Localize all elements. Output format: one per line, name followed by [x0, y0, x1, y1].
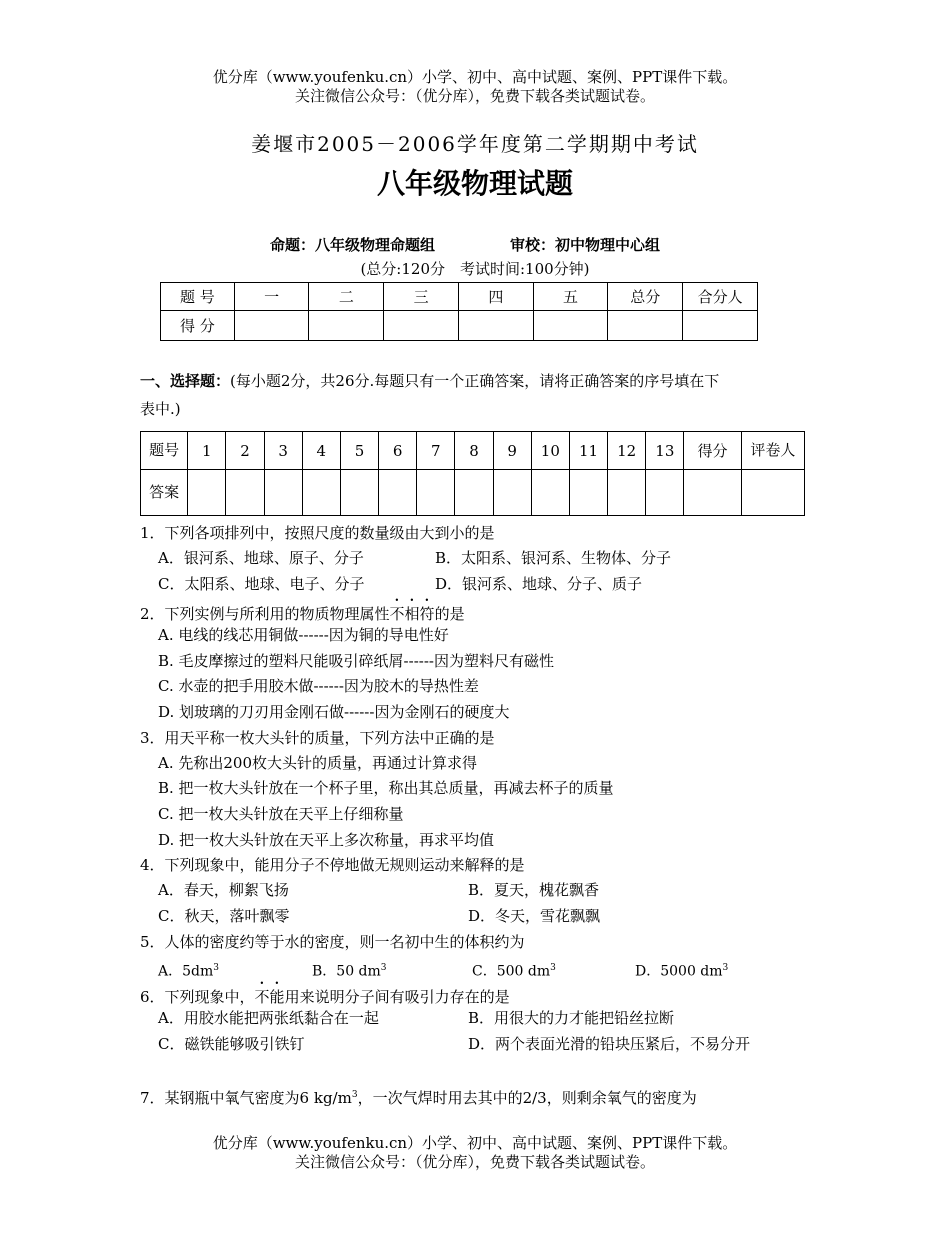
answer-col: 13 [646, 432, 684, 470]
q2-stem-post: 的是 [434, 605, 465, 623]
subject-title: 八年级物理试题 [376, 167, 573, 200]
score-col: 合分人 [683, 283, 758, 311]
q3-option-b: B. 把一枚大头针放在一个杯子里，称出其总质量，再减去杯子的质量 [158, 779, 614, 797]
score-col: 四 [458, 283, 533, 311]
q5-stem: 5．人体的密度约等于水的密度，则一名初中生的体积约为 [140, 933, 525, 951]
q3-option-a: A. 先称出200枚大头针的质量，再通过计算求得 [158, 754, 478, 772]
answer-score-label: 得分 [684, 432, 741, 470]
header-line-2: 关注微信公众号：（优分库），免费下载各类试题试卷。 [294, 87, 655, 105]
q1-stem: 1．下列各项排列中，按照尺度的数量级由大到小的是 [140, 524, 495, 542]
score-cell[interactable] [458, 311, 533, 341]
score-cell[interactable] [533, 311, 608, 341]
section-1-desc: (每小题2分，共26分.每题只有一个正确答案，请将正确答案的序号填在下 [230, 372, 720, 390]
section-1-title: 一、选择题： [140, 372, 231, 390]
q1-option-b: B．太阳系、银河系、生物体、分子 [435, 549, 672, 567]
answer-col: 8 [455, 432, 493, 470]
answer-col: 5 [340, 432, 378, 470]
q6-stem-emph: 不能 [254, 988, 285, 1006]
q3-stem: 3．用天平称一枚大头针的质量，下列方法中正确的是 [140, 729, 495, 747]
answer-cell[interactable] [493, 470, 531, 516]
answer-cell[interactable] [302, 470, 340, 516]
q7-stem: 7．某钢瓶中氧气密度为6 $kg/m^3$，一次气焊时用去其中的2/3，则剩余氧气的密度为 [140, 1089, 697, 1107]
q2-option-c: C. 水壶的把手用胶木做------因为胶木的导热性差 [158, 677, 479, 695]
score-cell[interactable] [384, 311, 459, 341]
answer-cell[interactable] [646, 470, 684, 516]
q6-stem-pre: 6．下列现象中， [140, 988, 255, 1006]
answer-cell[interactable] [417, 470, 455, 516]
q2-option-d: D. 划玻璃的刀刃用金刚石做------因为金刚石的硬度大 [158, 703, 510, 721]
answer-col: 6 [379, 432, 417, 470]
score-row-label: 得 分 [161, 311, 235, 341]
score-col: 二 [309, 283, 384, 311]
answer-row-label: 答案 [141, 470, 188, 516]
q2-option-b: B. 毛皮摩擦过的塑料尺能吸引碎纸屑------因为塑料尺有磁性 [158, 652, 554, 670]
reviewer-line: 审校：初中物理中心组 [510, 236, 661, 254]
q5-option-b: B．50 $dm^3$ [312, 963, 387, 980]
q4-option-b: B．夏天，槐花飘香 [468, 881, 600, 899]
answer-col: 11 [569, 432, 607, 470]
score-cell[interactable] [234, 311, 309, 341]
q6-option-c: C．磁铁能够吸引铁钉 [158, 1035, 305, 1053]
q2-option-a: A. 电线的线芯用铜做------因为铜的导电性好 [158, 626, 449, 644]
score-cell[interactable] [683, 311, 758, 341]
footer-line-1: 优分库（www.youfenku.cn）小学、初中、高中试题、案例、PPT课件下载。 [212, 1134, 738, 1152]
answer-cell[interactable] [340, 470, 378, 516]
header-line-1: 优分库（www.youfenku.cn）小学、初中、高中试题、案例、PPT课件下载。 [212, 68, 738, 86]
answer-cell[interactable] [741, 470, 804, 516]
answer-col: 9 [493, 432, 531, 470]
score-cell[interactable] [309, 311, 384, 341]
answer-cell[interactable] [684, 470, 741, 516]
answer-grader-label: 评卷人 [741, 432, 804, 470]
score-row-label: 题 号 [161, 283, 235, 311]
score-col: 总分 [608, 283, 683, 311]
q3-option-d: D. 把一枚大头针放在天平上多次称量，再求平均值 [158, 831, 495, 849]
q1-option-a: A．银河系、地球、原子、分子 [158, 549, 364, 567]
q4-option-c: C．秋天，落叶飘零 [158, 907, 290, 925]
answer-row-label: 题号 [141, 432, 188, 470]
answer-cell[interactable] [608, 470, 646, 516]
score-col: 一 [234, 283, 309, 311]
answer-cell[interactable] [188, 470, 226, 516]
section-1-desc-2: 表中.) [140, 400, 181, 418]
score-col: 三 [384, 283, 459, 311]
answer-cell[interactable] [226, 470, 264, 516]
answer-cell[interactable] [455, 470, 493, 516]
q5-option-a: A．$5dm^3$ [158, 963, 219, 980]
q5-option-c: C．500 $dm^3$ [472, 963, 556, 980]
score-cell[interactable] [608, 311, 683, 341]
answer-col: 3 [264, 432, 302, 470]
answer-col: 10 [531, 432, 569, 470]
section-1-heading [140, 370, 719, 391]
score-col: 五 [533, 283, 608, 311]
q6-option-b: B．用很大的力才能把铅丝拉断 [468, 1009, 675, 1027]
answer-cell[interactable] [569, 470, 607, 516]
q6-option-d: D．两个表面光滑的铅块压紧后，不易分开 [468, 1035, 751, 1053]
q1-option-d: D．银河系、地球、分子、质子 [435, 575, 643, 593]
answer-col: 2 [226, 432, 264, 470]
q2-stem-pre: 2．下列实例与所利用的物质物理属性 [140, 605, 390, 623]
q4-option-a: A．春天，柳絮飞扬 [158, 881, 289, 899]
footer-line-2: 关注微信公众号：（优分库），免费下载各类试题试卷。 [294, 1153, 655, 1171]
answer-col: 4 [302, 432, 340, 470]
answer-cell[interactable] [531, 470, 569, 516]
score-table [160, 282, 758, 341]
q4-stem: 4．下列现象中，能用分子不停地做无规则运动来解释的是 [140, 856, 525, 874]
answer-col: 12 [608, 432, 646, 470]
answer-col: 1 [188, 432, 226, 470]
q6-option-a: A．用胶水能把两张纸黏合在一起 [158, 1009, 379, 1027]
q6-stem-post: 用来说明分子间有吸引力存在的是 [284, 988, 510, 1006]
answer-table [140, 431, 805, 516]
exam-title: 姜堰市2005－2006学年度第二学期期中考试 [251, 132, 699, 156]
q5-option-d: D．5000 $dm^3$ [635, 963, 729, 980]
answer-cell[interactable] [264, 470, 302, 516]
q4-option-d: D．冬天，雪花飘飘 [468, 907, 601, 925]
answer-cell[interactable] [379, 470, 417, 516]
q1-option-c: C．太阳系、地球、电子、分子 [158, 575, 365, 593]
author-line: 命题：八年级物理命题组 [270, 236, 436, 254]
q3-option-c: C. 把一枚大头针放在天平上仔细称量 [158, 805, 404, 823]
answer-col: 7 [417, 432, 455, 470]
q2-stem-emph: 不相符 [389, 605, 435, 623]
exam-info: (总分:120分 考试时间:100分钟) [360, 260, 590, 278]
